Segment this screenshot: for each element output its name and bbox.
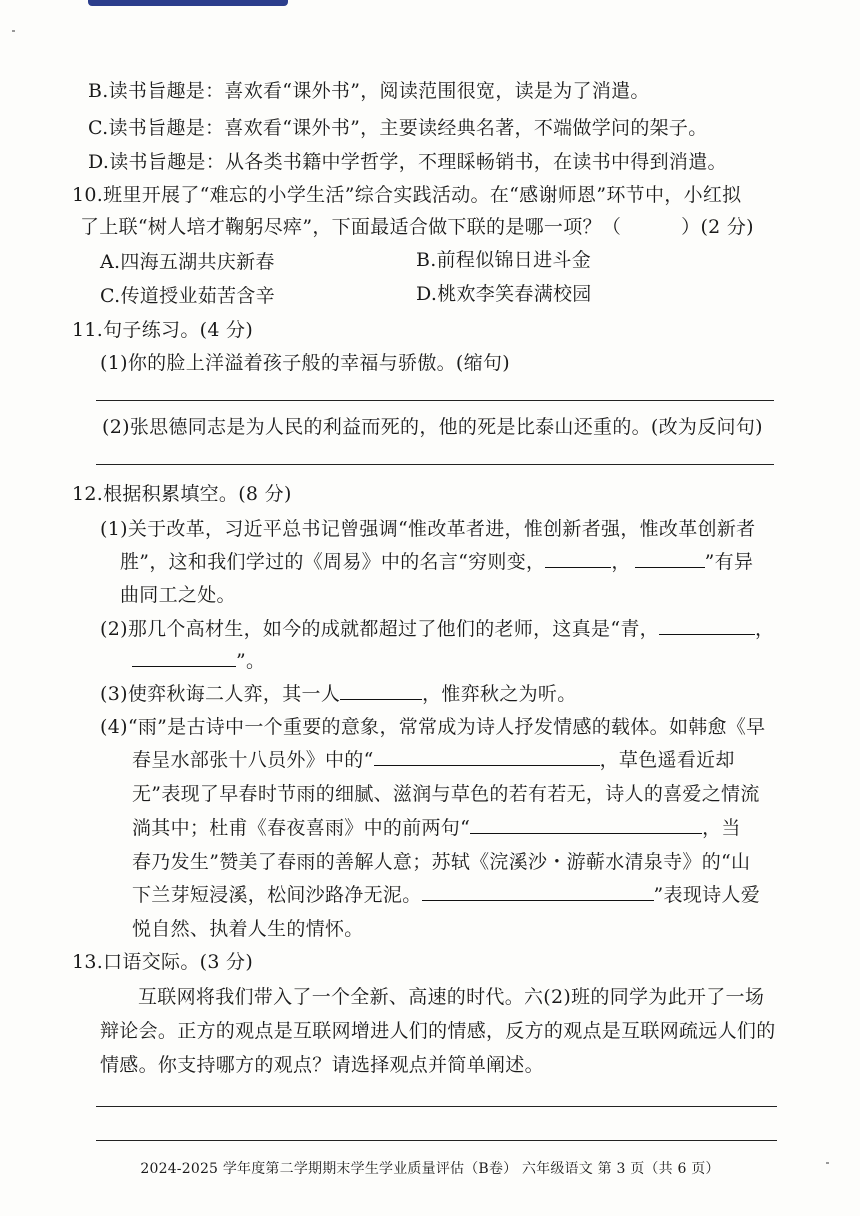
q9-option-c: C.读书旨趣是：喜欢看“课外书”，主要读经典名著，不端做学问的架子。 [88, 117, 708, 139]
q12-part1-blank-2[interactable] [635, 549, 705, 568]
q12-part1-line1: (1)关于改革，习近平总书记曾强调“惟改革者进，惟创新者强，惟改革创新者 [100, 518, 756, 540]
q12-part4-line4 [132, 815, 741, 841]
q12-part2-text-a: (2)那几个高材生，如今的成就都超过了他们的老师，这真是“青， [100, 618, 659, 640]
q12-part2-line2 [132, 648, 265, 674]
q13-answer-line-1[interactable] [96, 1106, 777, 1107]
q12-part2-comma: ， [754, 618, 775, 640]
q11-title: 11.句子练习。(4 分) [72, 319, 254, 341]
q13-title: 13.口语交际。(3 分) [72, 951, 254, 973]
q12-part1-comma: ， [611, 551, 631, 573]
q12-part4-line7: 悦自然、执着人生的情怀。 [132, 918, 364, 940]
q12-part4-blank-3[interactable] [422, 882, 654, 901]
q12-part1-blank-1[interactable] [545, 549, 611, 568]
q9-option-d: D.读书旨趣是：从各类书籍中学哲学，不理睬畅销书，在读书中得到消遣。 [88, 151, 727, 173]
q10-option-c: C.传道授业茹苦含辛 [100, 285, 275, 307]
q12-part1-text-c: ”有异 [704, 551, 754, 573]
page-footer: 2024-2025 学年度第二学期期末学生学业质量评估（B卷） 六年级语文 第 3 页（共 6 页） [140, 1161, 720, 1177]
q10-option-b: B.前程似锦日进斗金 [416, 249, 592, 271]
q12-part2-blank-2[interactable] [132, 648, 236, 667]
q12-part4-line5: 春乃发生”赞美了春雨的善解人意；苏轼《浣溪沙・游蕲水清泉寺》的“山 [132, 851, 751, 873]
q12-part4-text-e: 下兰芽短浸溪，松间沙路净无泥。 [132, 884, 422, 906]
q10-stem-text: 了上联“树人培才鞠躬尽瘁”，下面最适合做下联的是哪一项？（ [80, 216, 622, 238]
q11-answer-line-1[interactable] [96, 400, 774, 401]
q13-paragraph-line3: 情感。你支持哪方的观点？请选择观点并简单阐述。 [100, 1054, 544, 1076]
q13-answer-line-2[interactable] [96, 1140, 777, 1141]
q12-part2-close: ”。 [236, 650, 266, 672]
q12-part1-line3: 曲同工之处。 [120, 584, 236, 606]
q12-part4-text-f: ”表现诗人爱 [653, 884, 761, 906]
q11-sentence-2: (2)张思德同志是为人民的利益而死的，他的死是比泰山还重的。(改为反问句) [102, 416, 763, 438]
q12-part4-blank-2[interactable] [470, 815, 702, 834]
q11-answer-line-2[interactable] [96, 464, 774, 465]
q13-paragraph-line1: 互联网将我们带入了一个全新、高速的时代。六(2)班的同学为此开了一场 [138, 986, 765, 1008]
q12-part3-blank[interactable] [340, 681, 422, 700]
q10-option-a: A.四海五湖共庆新春 [100, 251, 275, 273]
q12-part2-line1 [100, 616, 774, 642]
q9-option-b: B.读书旨趣是：喜欢看“课外书”，阅读范围很宽，读是为了消遣。 [88, 80, 650, 102]
q12-part4-blank-1[interactable] [374, 747, 600, 766]
q12-title: 12.根据积累填空。(8 分) [72, 483, 292, 505]
q12-part4-text-c: 淌其中；杜甫《春夜喜雨》中的前两句“ [132, 817, 471, 839]
q12-part1-text-a: 胜”，这和我们学过的《周易》中的名言“穷则变， [120, 551, 546, 573]
q12-part4-text-a: 春呈水部张十八员外》中的“ [132, 749, 374, 771]
q12-part3 [100, 681, 577, 707]
q12-part4-text-b: ，草色遥看近却 [599, 749, 735, 771]
q10-score: ）(2 分) [681, 216, 754, 238]
q12-part4-line3: 无”表现了早春时节雨的细腻、滋润与草色的若有若无，诗人的喜爱之情流 [132, 783, 760, 805]
q12-part4-text-d: ，当 [702, 817, 741, 839]
scan-edge-mark [88, 0, 288, 6]
scan-speck [826, 1162, 829, 1164]
q13-paragraph-line2: 辩论会。正方的观点是互联网增进人们的情感，反方的观点是互联网疏远人们的 [100, 1020, 776, 1042]
q12-part4-line2 [132, 747, 735, 773]
q12-part3-text-a: (3)使弈秋诲二人弈，其一人 [100, 683, 341, 705]
q12-part4-line6 [132, 882, 760, 908]
q10-stem-line1: 10.班里开展了“难忘的小学生活”综合实践活动。在“感谢师恩”环节中，小红拟 [72, 184, 742, 206]
q12-part4-line1: (4)“雨”是古诗中一个重要的意象，常常成为诗人抒发情感的载体。如韩愈《早 [100, 716, 766, 738]
q12-part1-line2 [120, 549, 753, 575]
q11-sentence-1: (1)你的脸上洋溢着孩子般的幸福与骄傲。(缩句) [100, 352, 510, 374]
q12-part2-blank-1[interactable] [659, 616, 755, 635]
q12-part3-text-b: ，惟弈秋之为听。 [422, 683, 577, 705]
q10-option-d: D.桃欢李笑春满校园 [416, 283, 592, 305]
q10-stem-line2 [80, 214, 754, 240]
scan-speck [12, 30, 15, 32]
